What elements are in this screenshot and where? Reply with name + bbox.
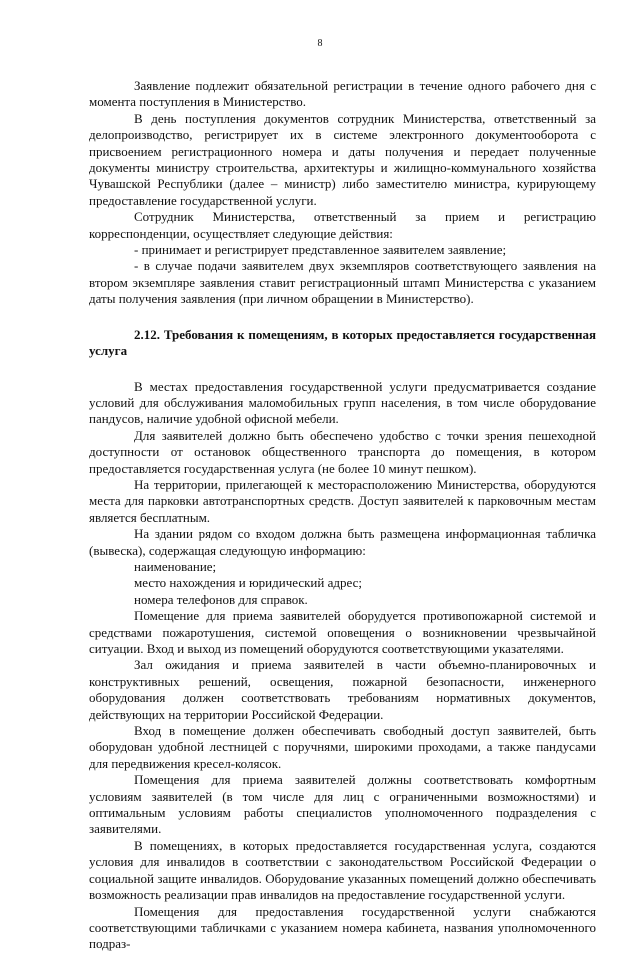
paragraph: Помещение для приема заявителей оборудуется противопожарной системой и средствами пожаротушения, системой оповещения о возникновении чрезвычайной ситуации. Вход и выход из помещений оборудуются соответствующими указателями. [89, 608, 596, 656]
paragraph: На здании рядом со входом должна быть размещена информационная табличка (вывеска), содержащая следующую информацию: [89, 526, 596, 558]
document-body [89, 78, 596, 953]
list-item: место нахождения и юридический адрес; [134, 575, 362, 591]
paragraph: Заявление подлежит обязательной регистрации в течение одного рабочего дня с момента поступления в Министерство. [89, 78, 596, 110]
paragraph: Зал ожидания и приема заявителей в части объемно-планировочных и конструктивных решений, освещения, пожарной безопасности, инженерного оборудования должен соответствовать требованиям нормативных документов, действующих на территории Российской Федерации. [89, 657, 596, 722]
list-item: номера телефонов для справок. [134, 591, 308, 607]
paragraph: В местах предоставления государственной услуги предусматривается создание условий для обслуживания маломобильных групп населения, в том числе оборудование пандусов, наличие удобной офисной мебели. [89, 378, 596, 427]
paragraph: Помещения для приема заявителей должны соответствовать комфортным условиям заявителей (в том числе для лиц с ограниченными возможностями) и оптимальным условиям работы специалистов уполномоченного подразделения с заявителями. [89, 772, 596, 837]
paragraph: Вход в помещение должен обеспечивать свободный доступ заявителей, быть оборудован удобной лестницей с поручнями, широкими проходами, а также пандусами для передвижения кресел-колясок. [89, 723, 596, 771]
section-heading: 2.12. Требования к помещениям, в которых предоставляется государственная услуга [89, 326, 596, 359]
paragraph: Сотрудник Министерства, ответственный за прием и регистрацию корреспонденции, осуществляет следующие действия: [89, 209, 596, 241]
paragraph: Для заявителей должно быть обеспечено удобство с точки зрения пешеходной доступности от остановок общественного транспорта до помещения, в котором предоставляется государственная услуга (не более 10 минут пешком). [89, 427, 596, 476]
paragraph: Помещения для предоставления государственной услуги снабжаются соответствующими табличками с указанием номера кабинета, названия уполномоченного подраз- [89, 903, 596, 952]
paragraph: На территории, прилегающей к месторасположению Министерства, оборудуются места для парковки автотранспортных средств. Доступ заявителей к парковочным местам является бесплатным. [89, 476, 596, 525]
page-number: 8 [317, 38, 323, 49]
list-item: - принимает и регистрирует представленное заявителем заявление; [134, 242, 507, 258]
paragraph: В день поступления документов сотрудник Министерства, ответственный за делопроизводство, регистрирует их в системе электронного документооборота с присвоением регистрационного номера и даты получения и передает полученные документы министру строительства, архитектуры и жилищно-коммунального хозяйства Чувашской Республики (далее – министр) либо заместителю министра, курирующему предоставление государственной услуги. [89, 110, 596, 208]
paragraph: В помещениях, в которых предоставляется государственная услуга, создаются условия для инвалидов в соответствии с законодательством Российской Федерации о социальной защите инвалидов. Оборудование указанных помещений должно обеспечивать возможность реализации прав инвалидов на предоставление государственной услуги. [89, 837, 596, 903]
list-item: наименование; [134, 558, 217, 574]
list-item: - в случае подачи заявителем двух экземпляров соответствующего заявления на втором экземпляре заявления ставит регистрационный штамп Министерства с указанием даты получения заявления (при личном обращении в Министерство). [89, 258, 596, 307]
